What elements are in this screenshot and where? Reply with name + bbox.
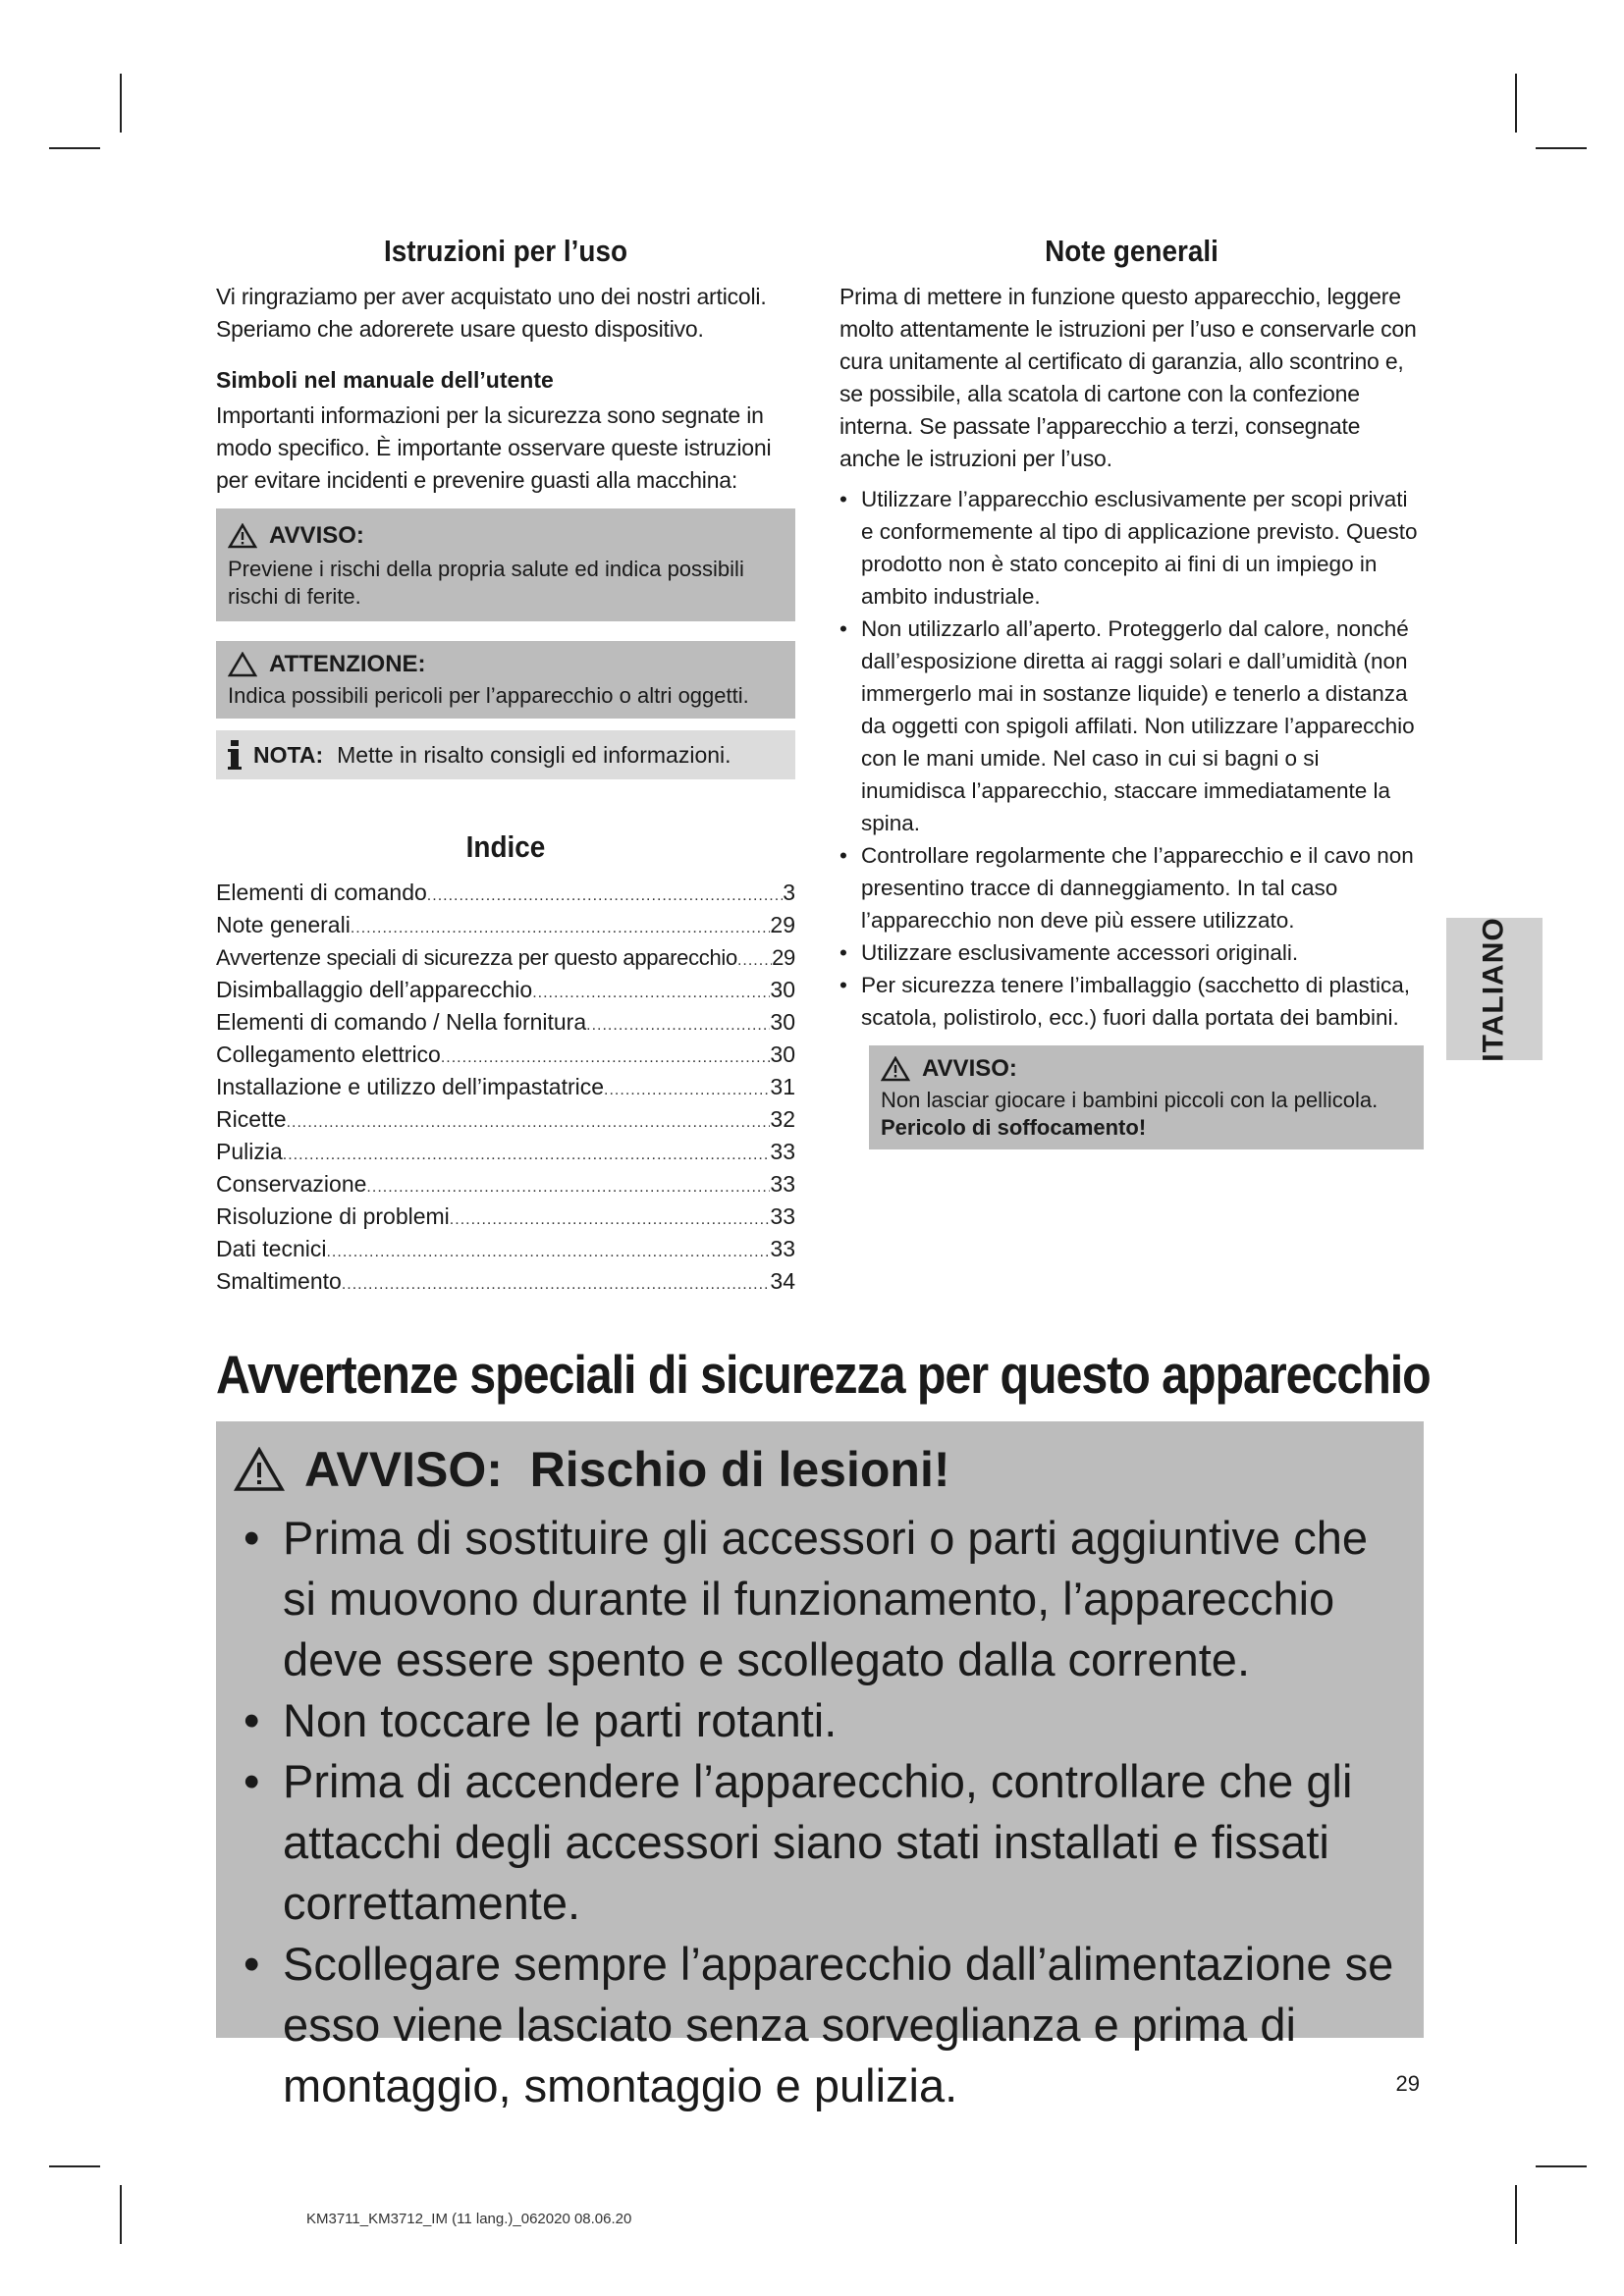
safety-warning-list <box>216 1508 1424 2116</box>
choking-warning-bold: Pericolo di soffocamento! <box>881 1115 1147 1140</box>
warning-triangle-icon <box>234 1447 285 1492</box>
index-entry[interactable]: Avvertenze speciali di sicurezza per questo apparecchio ..... 29 <box>216 941 795 974</box>
index-entry[interactable]: Disimballaggio dell’apparecchio ..... 30 <box>216 974 795 1006</box>
general-notes-intro: Prima di mettere in funzione questo apparecchio, leggere molto attentamente le istruzioni per l’uso e conservarle con cura unitamente al certificato di garanzia, allo scontrino e, se possibile, alla scatola di cartone con la confezione interna. Se passate l’apparecchio a terzi, consegnate anche le istruzioni per l’uso. <box>839 284 1417 471</box>
footer-text: KM3711_KM3712_IM (11 lang.)_062020 08.06.20 <box>306 2211 632 2227</box>
index-entry[interactable]: Risoluzione di problemi ..... 33 <box>216 1201 795 1233</box>
caution-box-text: Indica possibili pericoli per l’apparecchio o altri oggetti. <box>228 683 749 708</box>
index-entry[interactable]: Collegamento elettrico ..... 30 <box>216 1039 795 1071</box>
crop-mark <box>120 2185 122 2244</box>
list-item: • Utilizzare esclusivamente accessori originali. <box>839 936 1424 969</box>
warning-triangle-icon <box>881 1056 910 1082</box>
right-column <box>839 234 1424 1149</box>
index-section <box>216 829 795 1298</box>
warning-triangle-icon <box>228 523 257 549</box>
choking-warning-title: AVVISO: <box>922 1055 1017 1082</box>
safety-section-title: Avvertenze speciali di sicurezza per questo apparecchio <box>216 1344 1431 1405</box>
index-entry[interactable]: Note generali ..... 29 <box>216 909 795 941</box>
note-box-text: Mette in risalto consigli ed informazioni. <box>337 741 731 768</box>
list-item: • Scollegare sempre l’apparecchio dall’alimentazione se esso viene lasciato senza sorveglianza e prima di montaggio, smontaggio e pulizia. <box>234 1934 1404 2116</box>
index-entry[interactable]: Dati tecnici ..... 33 <box>216 1233 795 1265</box>
crop-mark <box>1515 2185 1517 2244</box>
language-tab-label: ITALIANO <box>1478 916 1510 1062</box>
crop-mark <box>49 2165 100 2167</box>
index-entry[interactable]: Smaltimento ..... 34 <box>216 1265 795 1298</box>
warning-box-text: Previene i rischi della propria salute ed indica possibili rischi di ferite. <box>228 557 744 609</box>
symbols-text: Importanti informazioni per la sicurezza sono segnate in modo specifico. È importante osservare queste istruzioni per evitare incidenti e prevenire guasti alla macchina: <box>216 402 772 493</box>
safety-warning-title: AVVISO: Rischio di lesioni! <box>304 1442 950 1497</box>
list-item: • Prima di sostituire gli accessori o parti aggiuntive che si muovono durante il funzionamento, l’apparecchio deve essere spento e scollegato dalla corrente. <box>234 1508 1404 1690</box>
index-entry[interactable]: Installazione e utilizzo dell’impastatrice ..... 31 <box>216 1071 795 1103</box>
caution-box-title: ATTENZIONE: <box>269 651 426 677</box>
page-number: 29 <box>1395 2071 1420 2096</box>
index-list <box>216 877 795 1298</box>
index-entry[interactable]: Elementi di comando / Nella fornitura ..... 30 <box>216 1006 795 1039</box>
crop-mark <box>1515 74 1517 133</box>
note-box <box>216 730 795 779</box>
list-item: • Non utilizzarlo all’aperto. Proteggerlo dal calore, nonché dall’esposizione diretta ai raggi solari e dall’umidità (non immergerlo mai in sostanze liquide) e tenerlo a distanza da oggetti con spigoli affilati. Non utilizzare l’apparecchio con le mani umide. Nel caso in cui si bagni o si inumidisca l’apparecchio, staccare immediatamente la spina. <box>839 613 1424 839</box>
index-title: Indice <box>465 829 546 864</box>
general-notes-list <box>839 483 1424 1034</box>
crop-mark <box>1536 147 1587 149</box>
warning-box-title: AVVISO: <box>269 522 364 549</box>
note-box-label: NOTA: <box>253 741 324 768</box>
choking-warning-text: Non lasciar giocare i bambini piccoli con la pellicola. <box>881 1088 1379 1112</box>
language-tab <box>1446 918 1543 1060</box>
caution-box <box>216 641 795 719</box>
right-column-title: Note generali <box>1045 234 1218 268</box>
list-item: • Non toccare le parti rotanti. <box>234 1690 1404 1751</box>
left-column-title: Istruzioni per l’uso <box>383 234 628 268</box>
caution-triangle-icon <box>228 652 257 677</box>
list-item: • Prima di accendere l’apparecchio, controllare che gli attacchi degli accessori siano stati installati e fissati correttamente. <box>234 1751 1404 1934</box>
symbols-heading: Simboli nel manuale dell’utente <box>216 367 554 393</box>
crop-mark <box>120 74 122 133</box>
list-item: • Controllare regolarmente che l’apparecchio e il cavo non presentino tracce di danneggiamento. In tal caso l’apparecchio non deve più essere utilizzato. <box>839 839 1424 936</box>
index-entry[interactable]: Conservazione ..... 33 <box>216 1168 795 1201</box>
warning-box <box>216 508 795 621</box>
crop-mark <box>49 147 100 149</box>
info-icon <box>228 740 242 770</box>
list-item: • Utilizzare l’apparecchio esclusivamente per scopi privati e conformemente al tipo di applicazione previsto. Questo prodotto non è stato concepito ai fini di un impiego in ambito industriale. <box>839 483 1424 613</box>
intro-text: Vi ringraziamo per aver acquistato uno dei nostri articoli. Speriamo che adorerete usare questo dispositivo. <box>216 284 767 342</box>
index-entry[interactable]: Pulizia ..... 33 <box>216 1136 795 1168</box>
index-entry[interactable]: Elementi di comando ..... 3 <box>216 877 795 909</box>
index-entry[interactable]: Ricette ..... 32 <box>216 1103 795 1136</box>
left-column <box>216 234 795 779</box>
choking-warning-box <box>869 1045 1424 1149</box>
crop-mark <box>1536 2165 1587 2167</box>
list-item: • Per sicurezza tenere l’imballaggio (sacchetto di plastica, scatola, polistirolo, ecc.) fuori dalla portata dei bambini. <box>839 969 1424 1034</box>
